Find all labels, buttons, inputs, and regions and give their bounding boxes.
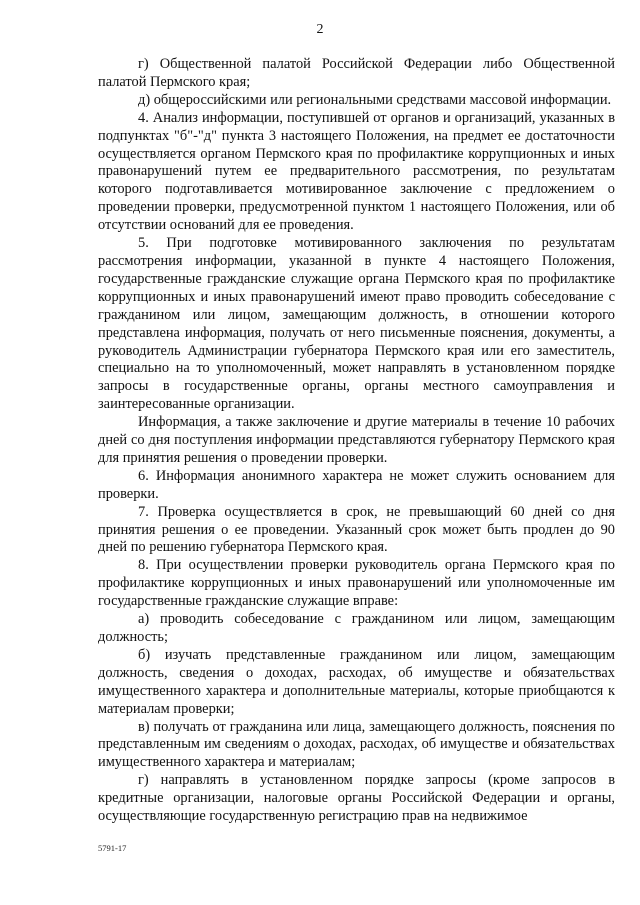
paragraph-item-8: 8. При осуществлении проверки руководитель органа Пермского края по профилактике коррупционных и иных правонарушений или уполномоченные им государственные гражданские служащие вправе: [98, 557, 615, 610]
paragraph-item-8-v: в) получать от гражданина или лица, замещающего должность, пояснения по представленным им сведениям о доходах, расходах, об имуществе и обязательствах имущественного характера и материалам; [98, 718, 615, 771]
paragraph-item-5: 5. При подготовке мотивированного заключения по результатам рассмотрения информации, указанной в пункте 4 настоящего Положения, государственные гражданские служащие органа Пермского края по профилактике коррупционных и иных правонарушений имеют право проводить собеседование с гражданином или лицом, замещающим должность, в отношении которого представлена информация, получать от него письменные пояснения, документы, а руководитель Администрации губернатора Пермского края или его заместитель, специально на то уполномоченный, может направлять в установленном порядке запросы в государственные органы, органы местного самоуправления и заинтересованные организации. [98, 235, 615, 413]
paragraph-item-8-a: а) проводить собеседование с гражданином или лицом, замещающим должность; [98, 611, 615, 645]
paragraph-subitem-g: г) Общественной палатой Российской Федерации либо Общественной палатой Пермского края; [98, 56, 615, 90]
paragraph-item-7: 7. Проверка осуществляется в срок, не превышающий 60 дней со дня принятия решения о ее проведении. Указанный срок может быть продлен до 90 дней по решению губернатора Пермского края. [98, 503, 615, 556]
document-code: 5791-17 [98, 843, 127, 853]
paragraph-subitem-d: д) общероссийскими или региональными средствами массовой информации. [138, 91, 612, 108]
paragraph-item-6: 6. Информация анонимного характера не может служить основанием для проверки. [98, 467, 615, 502]
page-number: 2 [316, 22, 324, 37]
paragraph-item-8-b: б) изучать представленные гражданином или лицом, замещающим должность, сведения о доходах, расходах, об имуществе и обязательствах имущественного характера и дополнительные материалы, которые приобщаются к материалам проверки; [98, 646, 615, 717]
paragraph-item-4: 4. Анализ информации, поступившей от органов и организаций, указанных в подпунктах "б"-"д" пункта 3 настоящего Положения, на предмет ее достаточности осуществляется органом Пермского края по профилактике коррупционных и иных правонарушений путем ее предварительного рассмотрения, по результатам которого подготавливается мотивированное заключение с предложением о проведении проверки, предусмотренной пунктом 1 настоящего Положения, или об отсутствии оснований для ее проведения. [98, 109, 615, 234]
paragraph-information-deadline: Информация, а также заключение и другие материалы в течение 10 рабочих дней со дня поступления информации представляются губернатору Пермского края для принятия решения о проведении проверки. [98, 414, 615, 466]
paragraph-item-8-g: г) направлять в установленном порядке запросы (кроме запросов в кредитные организации, налоговые органы Российской Федерации и органы, осуществляющие государственную регистрацию прав на недвижимое [98, 772, 615, 825]
document-body [98, 56, 615, 826]
